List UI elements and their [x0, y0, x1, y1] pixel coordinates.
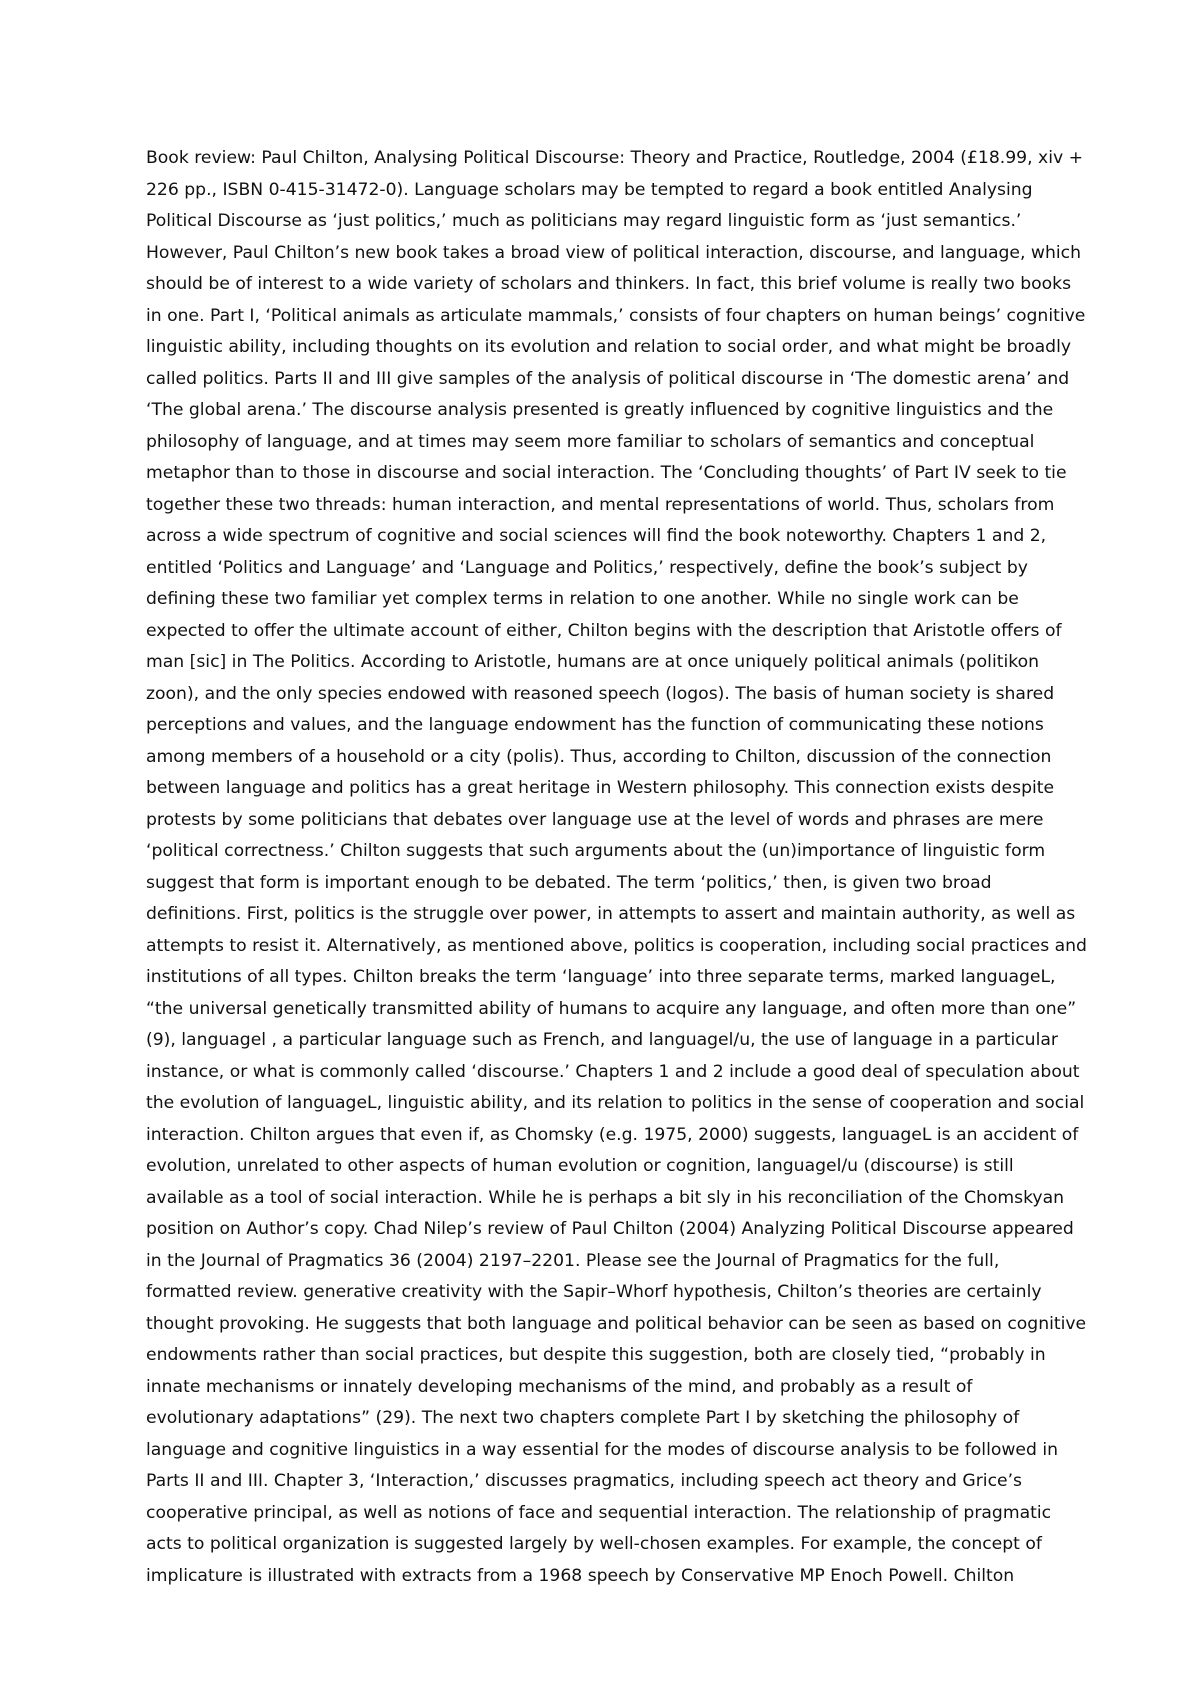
- text-line: (9), languagel , a particular language such as French, and languagel/u, the use of language in a particular: [146, 1030, 1058, 1050]
- text-line: acts to political organization is suggested largely by well-chosen examples. For example, the concept of: [146, 1534, 1042, 1554]
- text-line: ‘political correctness.’ Chilton suggests that such arguments about the (un)importance of linguistic form: [146, 841, 1046, 861]
- text-line: However, Paul Chilton’s new book takes a broad view of political interaction, discourse, and language, which: [146, 242, 1082, 263]
- text-line: protests by some politicians that debates over language use at the level of words and phrases are mere: [146, 809, 1044, 830]
- text-line: perceptions and values, and the language endowment has the function of communicating these notions: [146, 715, 1044, 735]
- text-line: the evolution of languageL, linguistic ability, and its relation to politics in the sense of cooperation and social: [146, 1093, 1085, 1113]
- text-line: zoon), and the only species endowed with reasoned speech (logos). The basis of human society is shared: [146, 683, 1055, 704]
- text-line: Parts II and III. Chapter 3, ‘Interaction,’ discusses pragmatics, including speech act theory and Grice’s: [146, 1471, 1023, 1491]
- text-line: metaphor than to those in discourse and social interaction. The ‘Concluding thoughts’ of Part IV seek to tie: [146, 463, 1067, 483]
- text-line: linguistic ability, including thoughts on its evolution and relation to social order, and what might be broadly: [146, 337, 1072, 357]
- text-line: in the Journal of Pragmatics 36 (2004) 2197–2201. Please see the Journal of Pragmatics for the full,: [146, 1250, 1000, 1271]
- text-line: formatted review. generative creativity with the Sapir–Whorf hypothesis, Chilton’s theories are certainly: [146, 1282, 1042, 1302]
- text-line: evolution, unrelated to other aspects of human evolution or cognition, languagel/u (discourse) is still: [146, 1156, 1014, 1176]
- text-line: 226 pp., ISBN 0-415-31472-0). Language scholars may be tempted to regard a book entitled Analysing: [146, 179, 1033, 200]
- text-line: together these two threads: human interaction, and mental representations of world. Thus, scholars from: [146, 494, 1055, 515]
- text-line: expected to offer the ultimate account of either, Chilton begins with the description that Aristotle offers of: [146, 620, 1062, 641]
- text-line: interaction. Chilton argues that even if, as Chomsky (e.g. 1975, 2000) suggests, languageL is an accident of: [146, 1124, 1079, 1145]
- text-line: in one. Part I, ‘Political animals as articulate mammals,’ consists of four chapters on human beings’ cognitive: [146, 305, 1086, 326]
- text-line: evolutionary adaptations” (29). The next two chapters complete Part I by sketching the philosophy of: [146, 1408, 1020, 1428]
- text-line: defining these two familiar yet complex terms in relation to one another. While no single work can be: [146, 589, 1019, 609]
- text-line: between language and politics has a great heritage in Western philosophy. This connection exists despite: [146, 778, 1055, 798]
- text-line: philosophy of language, and at times may seem more familiar to scholars of semantics and conceptual: [146, 431, 1035, 452]
- text-line: endowments rather than social practices, but despite this suggestion, both are closely tied, “probably in: [146, 1345, 1046, 1365]
- text-line: innate mechanisms or innately developing mechanisms of the mind, and probably as a result of: [146, 1376, 973, 1397]
- text-line: man [sic] in The Politics. According to Aristotle, humans are at once uniquely political animals (politikon: [146, 652, 1039, 672]
- text-line: should be of interest to a wide variety of scholars and thinkers. In fact, this brief volume is really two books: [146, 274, 1072, 294]
- text-line: ‘The global arena.’ The discourse analysis presented is greatly influenced by cognitive linguistics and the: [146, 400, 1054, 420]
- text-line: suggest that form is important enough to be debated. The term ‘politics,’ then, is given two broad: [146, 872, 992, 893]
- text-line: Political Discourse as ‘just politics,’ much as politicians may regard linguistic form as ‘just semantics.’: [146, 211, 1022, 231]
- text-line: cooperative principal, as well as notions of face and sequential interaction. The relationship of pragmatic: [146, 1502, 1052, 1523]
- review-body-text: [146, 143, 1106, 1592]
- text-line: language and cognitive linguistics in a way essential for the modes of discourse analysis to be followed in: [146, 1439, 1059, 1460]
- text-line: “the universal genetically transmitted ability of humans to acquire any language, and often more than one”: [146, 998, 1077, 1019]
- text-line: entitled ‘Politics and Language’ and ‘Language and Politics,’ respectively, define the book’s subject by: [146, 557, 1028, 578]
- text-line: instance, or what is commonly called ‘discourse.’ Chapters 1 and 2 include a good deal of speculation about: [146, 1061, 1080, 1082]
- text-line: available as a tool of social interaction. While he is perhaps a bit sly in his reconciliation of the Chomskyan: [146, 1187, 1065, 1208]
- text-line: called politics. Parts II and III give samples of the analysis of political discourse in ‘The domestic arena’ and: [146, 368, 1070, 389]
- text-line: position on Author’s copy. Chad Nilep’s review of Paul Chilton (2004) Analyzing Political Discourse appeared: [146, 1219, 1074, 1239]
- text-line: Book review: Paul Chilton, Analysing Political Discourse: Theory and Practice, Routledge, 2004 (£18.99, xiv +: [146, 148, 1084, 168]
- text-line: across a wide spectrum of cognitive and social sciences will find the book noteworthy. Chapters 1 and 2,: [146, 526, 1047, 546]
- text-line: among members of a household or a city (polis). Thus, according to Chilton, discussion of the connection: [146, 746, 1052, 767]
- text-line: thought provoking. He suggests that both language and political behavior can be seen as based on cognitive: [146, 1313, 1087, 1334]
- text-line: implicature is illustrated with extracts from a 1968 speech by Conservative MP Enoch Powell. Chilton: [146, 1565, 1015, 1586]
- text-line: definitions. First, politics is the struggle over power, in attempts to assert and maintain authority, as well as: [146, 904, 1076, 924]
- text-line: attempts to resist it. Alternatively, as mentioned above, politics is cooperation, including social practices and: [146, 935, 1087, 956]
- text-line: institutions of all types. Chilton breaks the term ‘language’ into three separate terms, marked languageL,: [146, 967, 1056, 987]
